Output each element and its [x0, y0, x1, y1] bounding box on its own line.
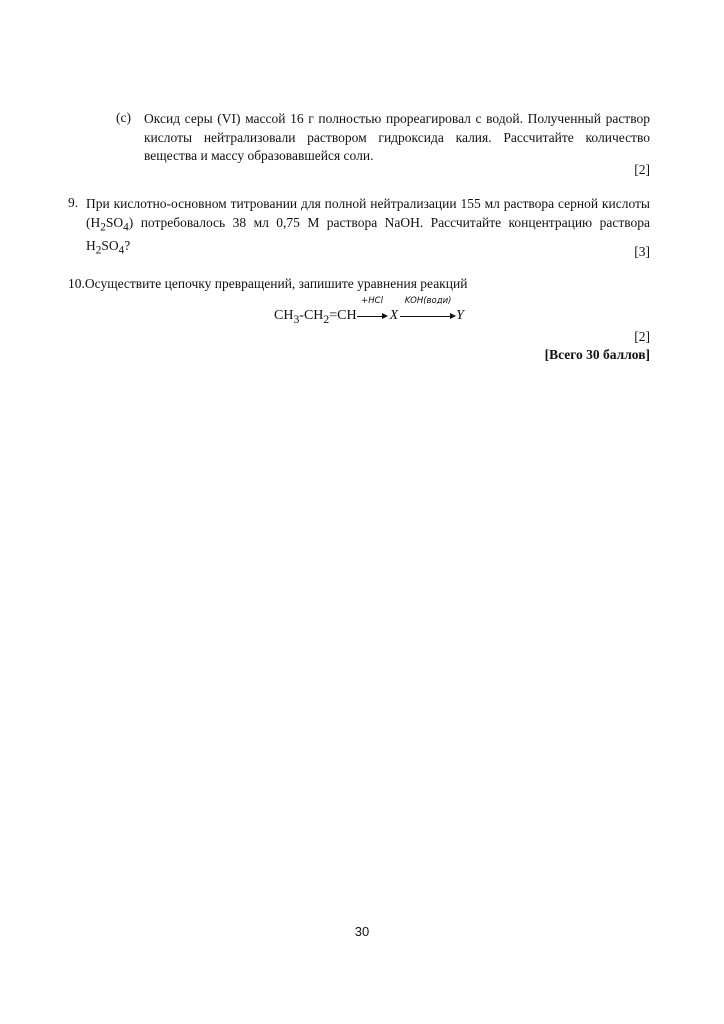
- page-number: 30: [354, 924, 370, 939]
- subscript: 4: [118, 244, 125, 257]
- question-10-number: 10.: [68, 276, 85, 291]
- subscript: 2: [95, 244, 102, 257]
- reaction-arrow-1: [357, 296, 388, 324]
- reaction-chain: [274, 296, 464, 326]
- question-10-score: [2]: [634, 329, 650, 344]
- subscript: 2: [100, 221, 106, 234]
- question-8c: [116, 110, 650, 166]
- question-9-number: 9.: [68, 195, 79, 210]
- chain-formula-part: =CH: [329, 308, 357, 323]
- total-score: [Всего 30 баллов]: [544, 347, 650, 362]
- arrow-icon: [400, 311, 456, 321]
- question-9-text-part: При кислотно-основном титровании для полной нейтрализации 155 мл раствора серной кислоты (H: [86, 196, 650, 230]
- subscript: 2: [323, 312, 330, 326]
- question-9-text-part: ?: [124, 237, 131, 253]
- reaction-arrow-1-label: +HCl: [361, 296, 383, 306]
- question-9-text: [86, 195, 650, 260]
- question-8c-text: Оксид серы (VI) массой 16 г полностью прореагировал с водой. Полученный раствор кислоты нейтрализовали раствором гидроксида калия. Рассчитайте количество вещества и массу образовавшейся соли.: [144, 111, 650, 163]
- question-9: [68, 195, 650, 260]
- subscript: 3: [293, 312, 300, 326]
- question-8c-score: [2]: [634, 162, 650, 177]
- chain-intermediate-x: X: [389, 308, 399, 323]
- arrow-icon: [357, 311, 388, 321]
- question-9-text-part: ) потребовалось 38 мл 0,75 М раствора NaOH. Рассчитайте концентрацию раствора H: [86, 214, 650, 253]
- reaction-arrow-2: [400, 296, 456, 324]
- chain-formula-part: CH: [274, 308, 294, 323]
- subscript: 4: [123, 221, 129, 234]
- question-9-text-part: SO: [101, 237, 119, 253]
- question-10: [68, 275, 650, 294]
- chain-product-y: Y: [456, 308, 464, 323]
- question-9-text-part: SO: [105, 214, 124, 230]
- reaction-arrow-2-label: KOH(води): [404, 296, 452, 306]
- chain-formula-part: -CH: [299, 308, 324, 323]
- question-9-score: [3]: [634, 244, 650, 259]
- question-8c-label: (c): [116, 110, 131, 125]
- question-10-text: Осуществите цепочку превращений, запишите уравнения реакций: [84, 276, 468, 291]
